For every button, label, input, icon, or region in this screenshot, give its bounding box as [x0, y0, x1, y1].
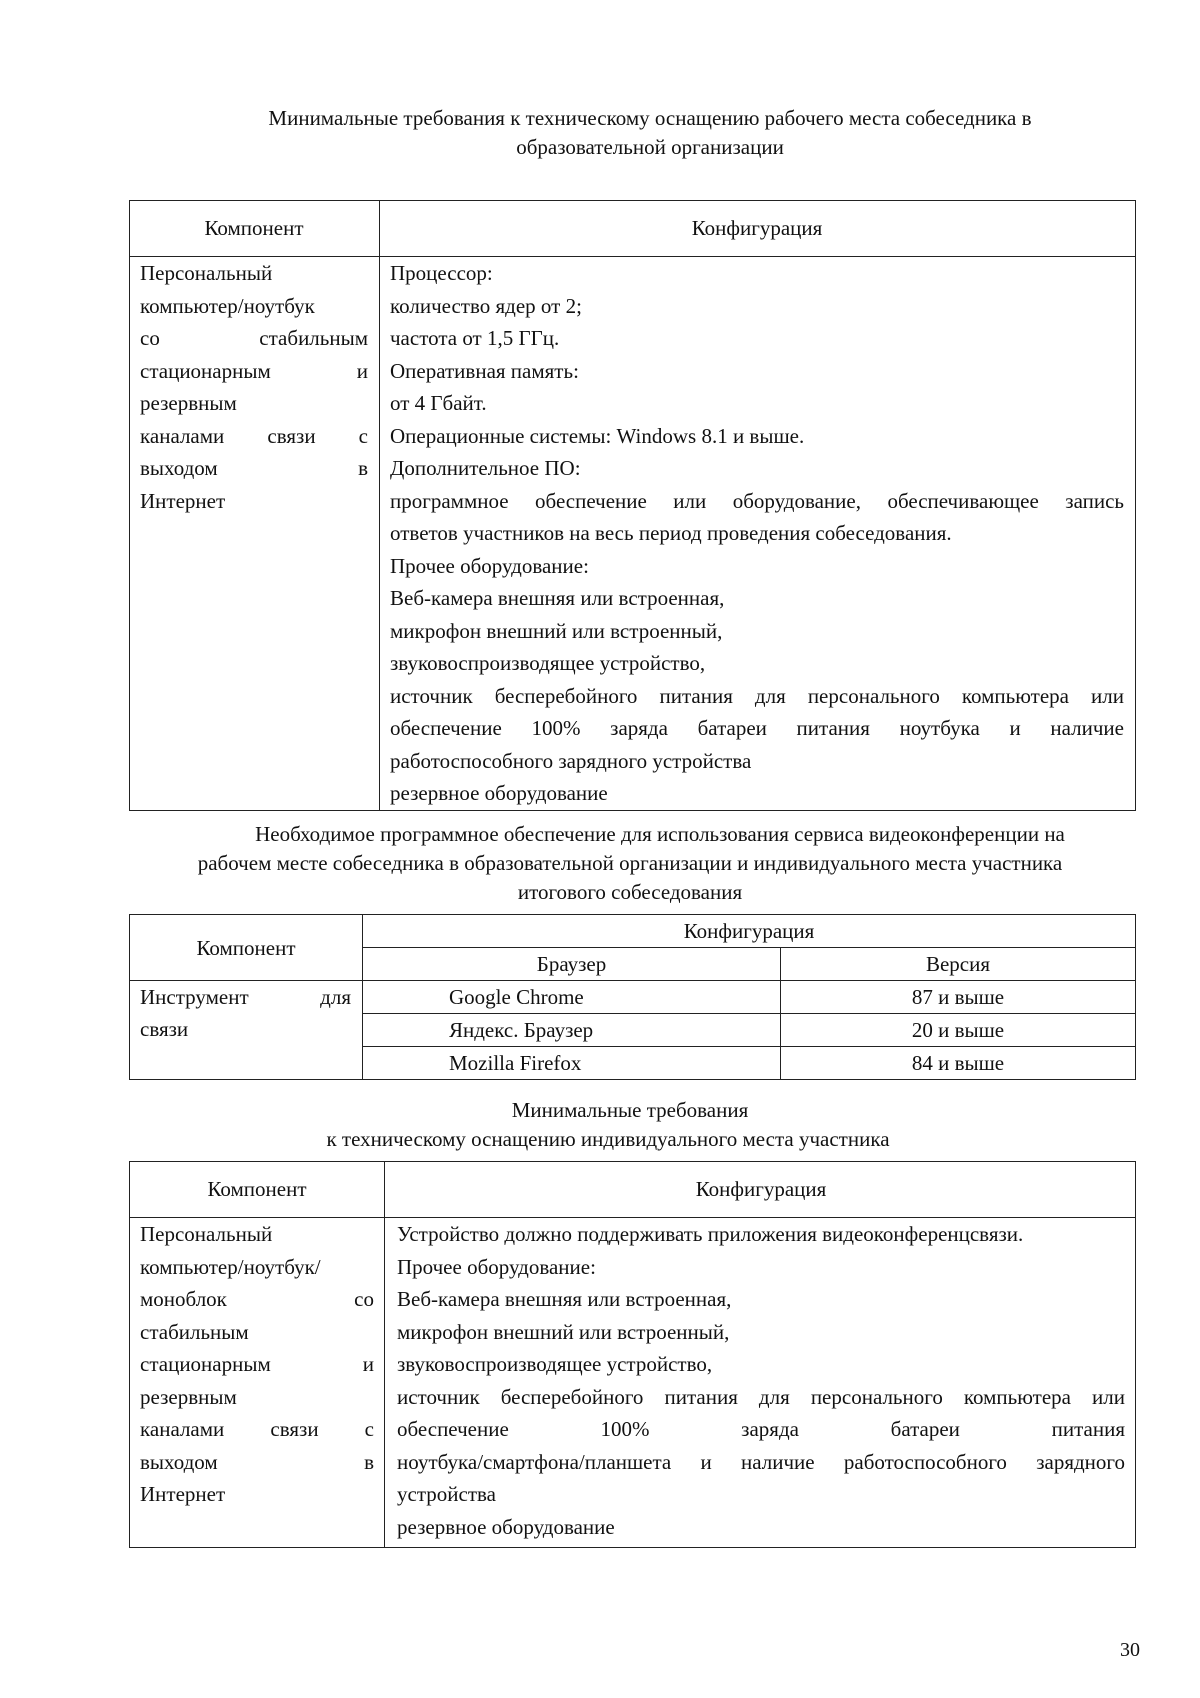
- software-table: [129, 914, 1136, 1080]
- text-line: источник бесперебойного питания для персонального компьютера или: [397, 1384, 1125, 1409]
- browser-cell: Mozilla Firefox: [363, 1047, 781, 1080]
- text-line: компьютер/ноутбук: [140, 293, 315, 318]
- text-line: выходом в: [140, 456, 368, 480]
- heading-line: к техническому оснащению индивидуального места участника: [326, 1127, 890, 1151]
- text-line: частота от 1,5 ГГц.: [390, 326, 560, 350]
- text-line: от 4 Гбайт.: [390, 391, 487, 415]
- component-cell: [130, 1218, 385, 1548]
- column-header-configuration: Конфигурация: [385, 1162, 1136, 1218]
- text-line: резервным: [140, 391, 237, 415]
- browser-cell: Яндекс. Браузер: [363, 1014, 781, 1047]
- configuration-cell: [380, 257, 1136, 811]
- heading-equipment-requirements: [155, 104, 1145, 162]
- heading-participant-requirements: [130, 1096, 1130, 1154]
- component-cell: [130, 257, 380, 811]
- heading-software-requirements: [120, 820, 1140, 907]
- text-line: Процессор:: [390, 261, 493, 285]
- text-line: Веб-камера внешняя или встроенная,: [390, 586, 725, 610]
- column-header-browser: Браузер: [363, 948, 781, 981]
- heading-line: рабочем месте собеседника в образовательной организации и индивидуального места участника: [197, 851, 1063, 875]
- component-cell: [130, 981, 363, 1080]
- column-header-component: Компонент: [130, 1162, 385, 1218]
- text-line: компьютер/ноутбук/: [140, 1254, 321, 1279]
- text-line: количество ядер от 2;: [390, 293, 582, 318]
- page-number: 30: [1120, 1639, 1140, 1661]
- browser-cell: Google Chrome: [363, 981, 781, 1014]
- text-line: устройства: [397, 1482, 496, 1506]
- text-line: резервным: [140, 1384, 237, 1409]
- text-line: микрофон внешний или встроенный,: [390, 618, 723, 643]
- text-line: Интернет: [140, 488, 226, 513]
- text-line: ноутбука/смартфона/планшета и наличие работоспособного зарядного: [397, 1449, 1125, 1474]
- text-line: Персональный: [140, 1222, 273, 1246]
- text-line: Прочее оборудование:: [397, 1254, 596, 1279]
- text-line: микрофон внешний или встроенный,: [397, 1319, 730, 1344]
- text-line: резервное оборудование: [390, 781, 608, 805]
- text-line: Инструмент для: [140, 985, 351, 1009]
- text-line: стабильным: [140, 1319, 249, 1344]
- column-header-component: Компонент: [130, 915, 363, 981]
- text-line: каналами связи с: [140, 1417, 374, 1441]
- text-line: Интернет: [140, 1482, 226, 1506]
- text-line: стационарным и: [140, 358, 368, 383]
- text-line: ответов участников на весь период проведения собеседования.: [390, 521, 952, 545]
- text-line: работоспособного зарядного устройства: [390, 748, 752, 773]
- text-line: резервное оборудование: [397, 1514, 615, 1539]
- column-header-component: Компонент: [130, 201, 380, 257]
- column-header-version: Версия: [781, 948, 1136, 981]
- text-line: обеспечение 100% заряда батареи питания: [397, 1417, 1125, 1441]
- text-line: Дополнительное ПО:: [390, 456, 581, 480]
- text-line: стационарным и: [140, 1352, 374, 1376]
- text-line: звуковоспроизводящее устройство,: [390, 651, 706, 675]
- text-line: моноблок со: [140, 1287, 374, 1311]
- text-line: Устройство должно поддерживать приложения видеоконференцсвязи.: [397, 1222, 1024, 1246]
- text-line: Персональный: [140, 261, 273, 285]
- text-line: обеспечение 100% заряда батареи питания ноутбука и наличие: [390, 716, 1124, 740]
- text-line: Веб-камера внешняя или встроенная,: [397, 1287, 732, 1311]
- version-cell: 20 и выше: [781, 1014, 1136, 1047]
- column-header-configuration: Конфигурация: [363, 915, 1136, 948]
- version-cell: 84 и выше: [781, 1047, 1136, 1080]
- text-line: Прочее оборудование:: [390, 553, 589, 578]
- heading-line: Минимальные требования: [511, 1098, 749, 1122]
- heading-line: итогового собеседования: [517, 880, 743, 904]
- text-line: связи: [140, 1017, 189, 1041]
- workplace-requirements-table: [129, 200, 1136, 811]
- text-line: источник бесперебойного питания для персонального компьютера или: [390, 683, 1124, 708]
- configuration-cell: [385, 1218, 1136, 1548]
- text-line: Операционные системы: Windows 8.1 и выше.: [390, 423, 805, 448]
- text-line: со стабильным: [140, 326, 368, 350]
- text-line: Оперативная память:: [390, 358, 579, 383]
- version-cell: 87 и выше: [781, 981, 1136, 1014]
- participant-requirements-table: [129, 1161, 1136, 1548]
- heading-line: Необходимое программное обеспечение для использования сервиса видеоконференции на: [255, 822, 1065, 846]
- text-line: программное обеспечение или оборудование, обеспечивающее запись: [390, 488, 1124, 513]
- text-line: выходом в: [140, 1449, 374, 1474]
- heading-line: Минимальные требования к техническому оснащению рабочего места собеседника в: [268, 106, 1032, 130]
- text-line: каналами связи с: [140, 423, 368, 448]
- heading-line: образовательной организации: [516, 135, 784, 159]
- text-line: звуковоспроизводящее устройство,: [397, 1352, 713, 1376]
- column-header-configuration: Конфигурация: [380, 201, 1136, 257]
